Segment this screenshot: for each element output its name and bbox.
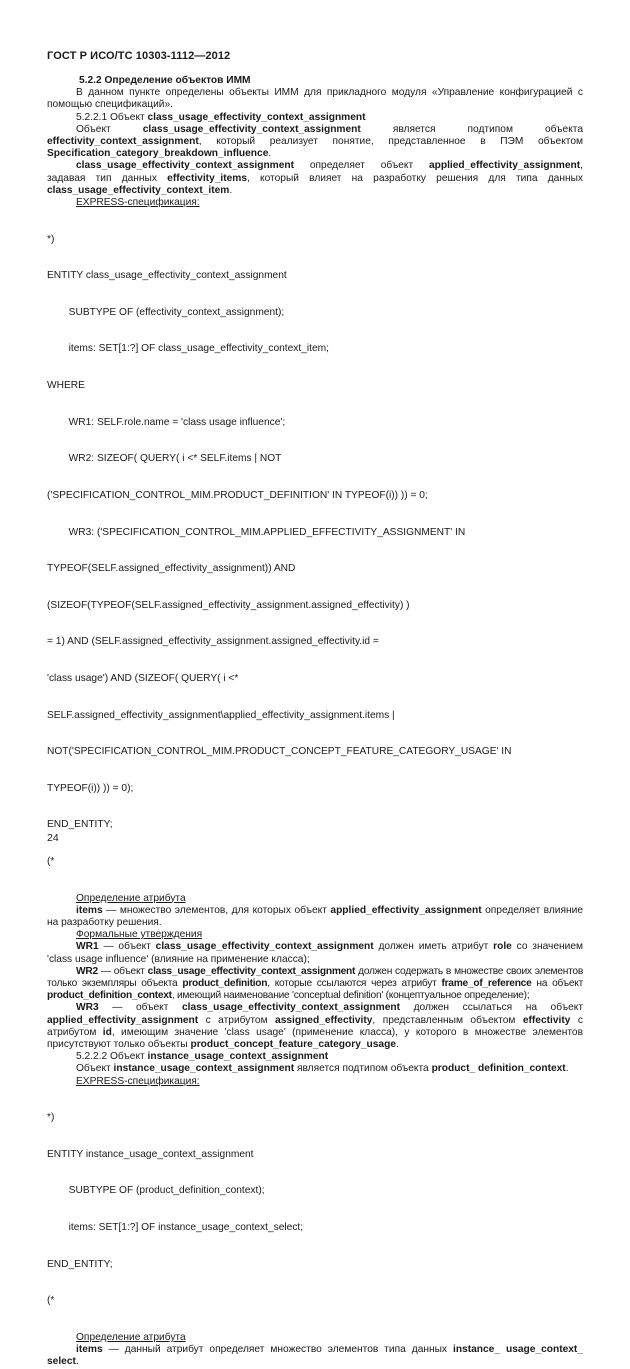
code-line: ENTITY instance_usage_context_assignment	[47, 1148, 254, 1160]
code-line: WHERE	[47, 380, 85, 392]
object-name: applied_effectivity_assignment	[428, 160, 581, 172]
type-name: class_usage_effectivity_context_item	[47, 184, 230, 196]
rule-label: WR2	[76, 965, 98, 977]
cuec-express-label: EXPRESS-спецификация:	[76, 197, 200, 209]
entity-name: class_usage_effectivity_context_assignment	[142, 123, 361, 135]
code-line: items: SET[1:?] OF class_usage_effectivity_context_item;	[63, 343, 329, 355]
code-line: items: SET[1:?] OF instance_usage_context_select;	[63, 1222, 304, 1234]
document-header: ГОСТ Р ИСО/ТС 10303-1112—2012	[47, 50, 231, 62]
code-line: *)	[47, 1112, 55, 1124]
cuec-attr-definition: items — множество элементов, для которых объект applied_effectivity_assignment определяет влияние на разработку решения.	[47, 904, 583, 929]
code-line: WR1: SELF.role.name = 'class usage influence';	[63, 416, 286, 428]
heading-entity-name: instance_usage_context_assignment	[147, 1051, 329, 1063]
code-line: SUBTYPE OF (product_definition_context);	[63, 1185, 265, 1197]
type-name: instance_ usage_context_ select	[47, 1344, 583, 1368]
cuec-express-code	[47, 209, 583, 892]
cuec-paragraph-1: Объект class_usage_effectivity_context_assignment является подтипом объекта effectivity_context_assignment, который реализует понятие, представленное в ПЭМ объектом Specification_category_breakdown_influence.	[47, 123, 583, 160]
iuca-express-code	[47, 1088, 583, 1332]
section-intro: В данном пункте определены объекты ИММ для прикладного модуля «Управление конфигурацией с помощью спецификаций».	[47, 87, 583, 111]
heading-number: 5.2.2.1 Объект	[76, 111, 148, 123]
rule-wr3: WR3 — объект class_usage_effectivity_context_assignment должен ссылаться на объект applied_effectivity_assignment с атрибутом assigned_effectivity, представленным объектом effectivity с атрибутом id, имеющим значение 'class usage' (применение класса), у которого в множестве элементов присутствуют только объекты product_concept_feature_category_usage.	[47, 1002, 583, 1051]
code-line: END_ENTITY;	[47, 819, 113, 831]
attribute-name: items	[76, 904, 103, 916]
code-line: END_ENTITY;	[47, 1258, 113, 1270]
code-line: (*	[47, 1295, 55, 1307]
rule-wr2: WR2 — объект class_usage_effectivity_context_assignment должен содержать в множестве своих элементов только экземпляры объекта product_definition, которые ссылаются через атрибут frame_of_reference на объект product_definition_context, имеющий наименование 'conceptual definition' (концептуальное определение);	[47, 965, 584, 1002]
entity-name: instance_usage_context_assignment	[113, 1063, 295, 1075]
attribute-name: items	[76, 1344, 103, 1356]
code-line: WR3: ('SPECIFICATION_CONTROL_MIM.APPLIED_EFFECTIVITY_ASSIGNMENT' IN	[63, 526, 466, 538]
iuca-attr-label: Определение атрибута	[76, 1331, 186, 1343]
code-line: ENTITY class_usage_effectivity_context_assignment	[47, 270, 287, 282]
rule-label: WR1	[76, 941, 99, 953]
supertype-name: effectivity_context_assignment	[47, 136, 199, 148]
cuec-rules-label: Формальные утверждения	[76, 929, 203, 941]
code-line: 'class usage') AND (SIZEOF( QUERY( i <*	[47, 672, 239, 684]
code-line: SUBTYPE OF (effectivity_context_assignment);	[63, 306, 285, 318]
code-line: ('SPECIFICATION_CONTROL_MIM.PRODUCT_DEFINITION' IN TYPEOF(i)) )) = 0;	[47, 489, 428, 501]
code-line: WR2: SIZEOF( QUERY( i <* SELF.items | NOT	[63, 453, 282, 465]
heading-entity-name: class_usage_effectivity_context_assignment	[147, 111, 366, 123]
supertype-name: product_ definition_context	[431, 1063, 566, 1075]
heading-number: 5.2.2.2 Объект	[76, 1051, 148, 1063]
iuca-paragraph-1: Объект instance_usage_context_assignment является подтипом объекта product_ definition_context.	[76, 1063, 569, 1075]
type-name: effectivity_items	[167, 172, 248, 184]
cuec-paragraph-2: class_usage_effectivity_context_assignment определяет объект applied_effectivity_assignment, задавая тип данных effectivity_items, который влияет на разработку решения для типа данных class_usage_effectivity_context_item.	[47, 160, 583, 196]
rule-label: WR3	[76, 1002, 99, 1014]
code-line: TYPEOF(i)) )) = 0);	[47, 782, 134, 794]
code-line: SELF.assigned_effectivity_assignment\applied_effectivity_assignment.items |	[47, 709, 395, 721]
code-line: (*	[47, 856, 55, 867]
pem-object-name: Specification_category_breakdown_influence	[47, 148, 269, 160]
object-name: applied_effectivity_assignment	[330, 904, 482, 916]
code-line: = 1) AND (SELF.assigned_effectivity_assignment.assigned_effectivity.id =	[47, 636, 379, 648]
iuca-attr-definition: items — данный атрибут определяет множество элементов типа данных instance_ usage_context_ select.	[47, 1344, 583, 1368]
code-line: *)	[47, 233, 55, 245]
rule-wr1: WR1 — объект class_usage_effectivity_context_assignment должен иметь атрибут role со значением 'class usage influence' (влияние на применение класса);	[47, 941, 583, 965]
section-title: 5.2.2 Определение объектов ИММ	[79, 75, 251, 86]
code-line: NOT('SPECIFICATION_CONTROL_MIM.PRODUCT_CONCEPT_FEATURE_CATEGORY_USAGE' IN	[47, 746, 512, 758]
code-line: (SIZEOF(TYPEOF(SELF.assigned_effectivity_assignment.assigned_effectivity) )	[47, 599, 410, 611]
entity-name: class_usage_effectivity_context_assignment	[76, 160, 295, 172]
cuec-attr-label: Определение атрибута	[76, 892, 186, 904]
page-number: 24	[47, 832, 59, 844]
iuca-express-label: EXPRESS-спецификация:	[76, 1075, 200, 1087]
subsection-heading-cuec	[47, 112, 583, 124]
page-content	[47, 75, 583, 1369]
code-line: TYPEOF(SELF.assigned_effectivity_assignment)) AND	[47, 563, 296, 575]
subsection-heading-iuca	[47, 1051, 583, 1063]
